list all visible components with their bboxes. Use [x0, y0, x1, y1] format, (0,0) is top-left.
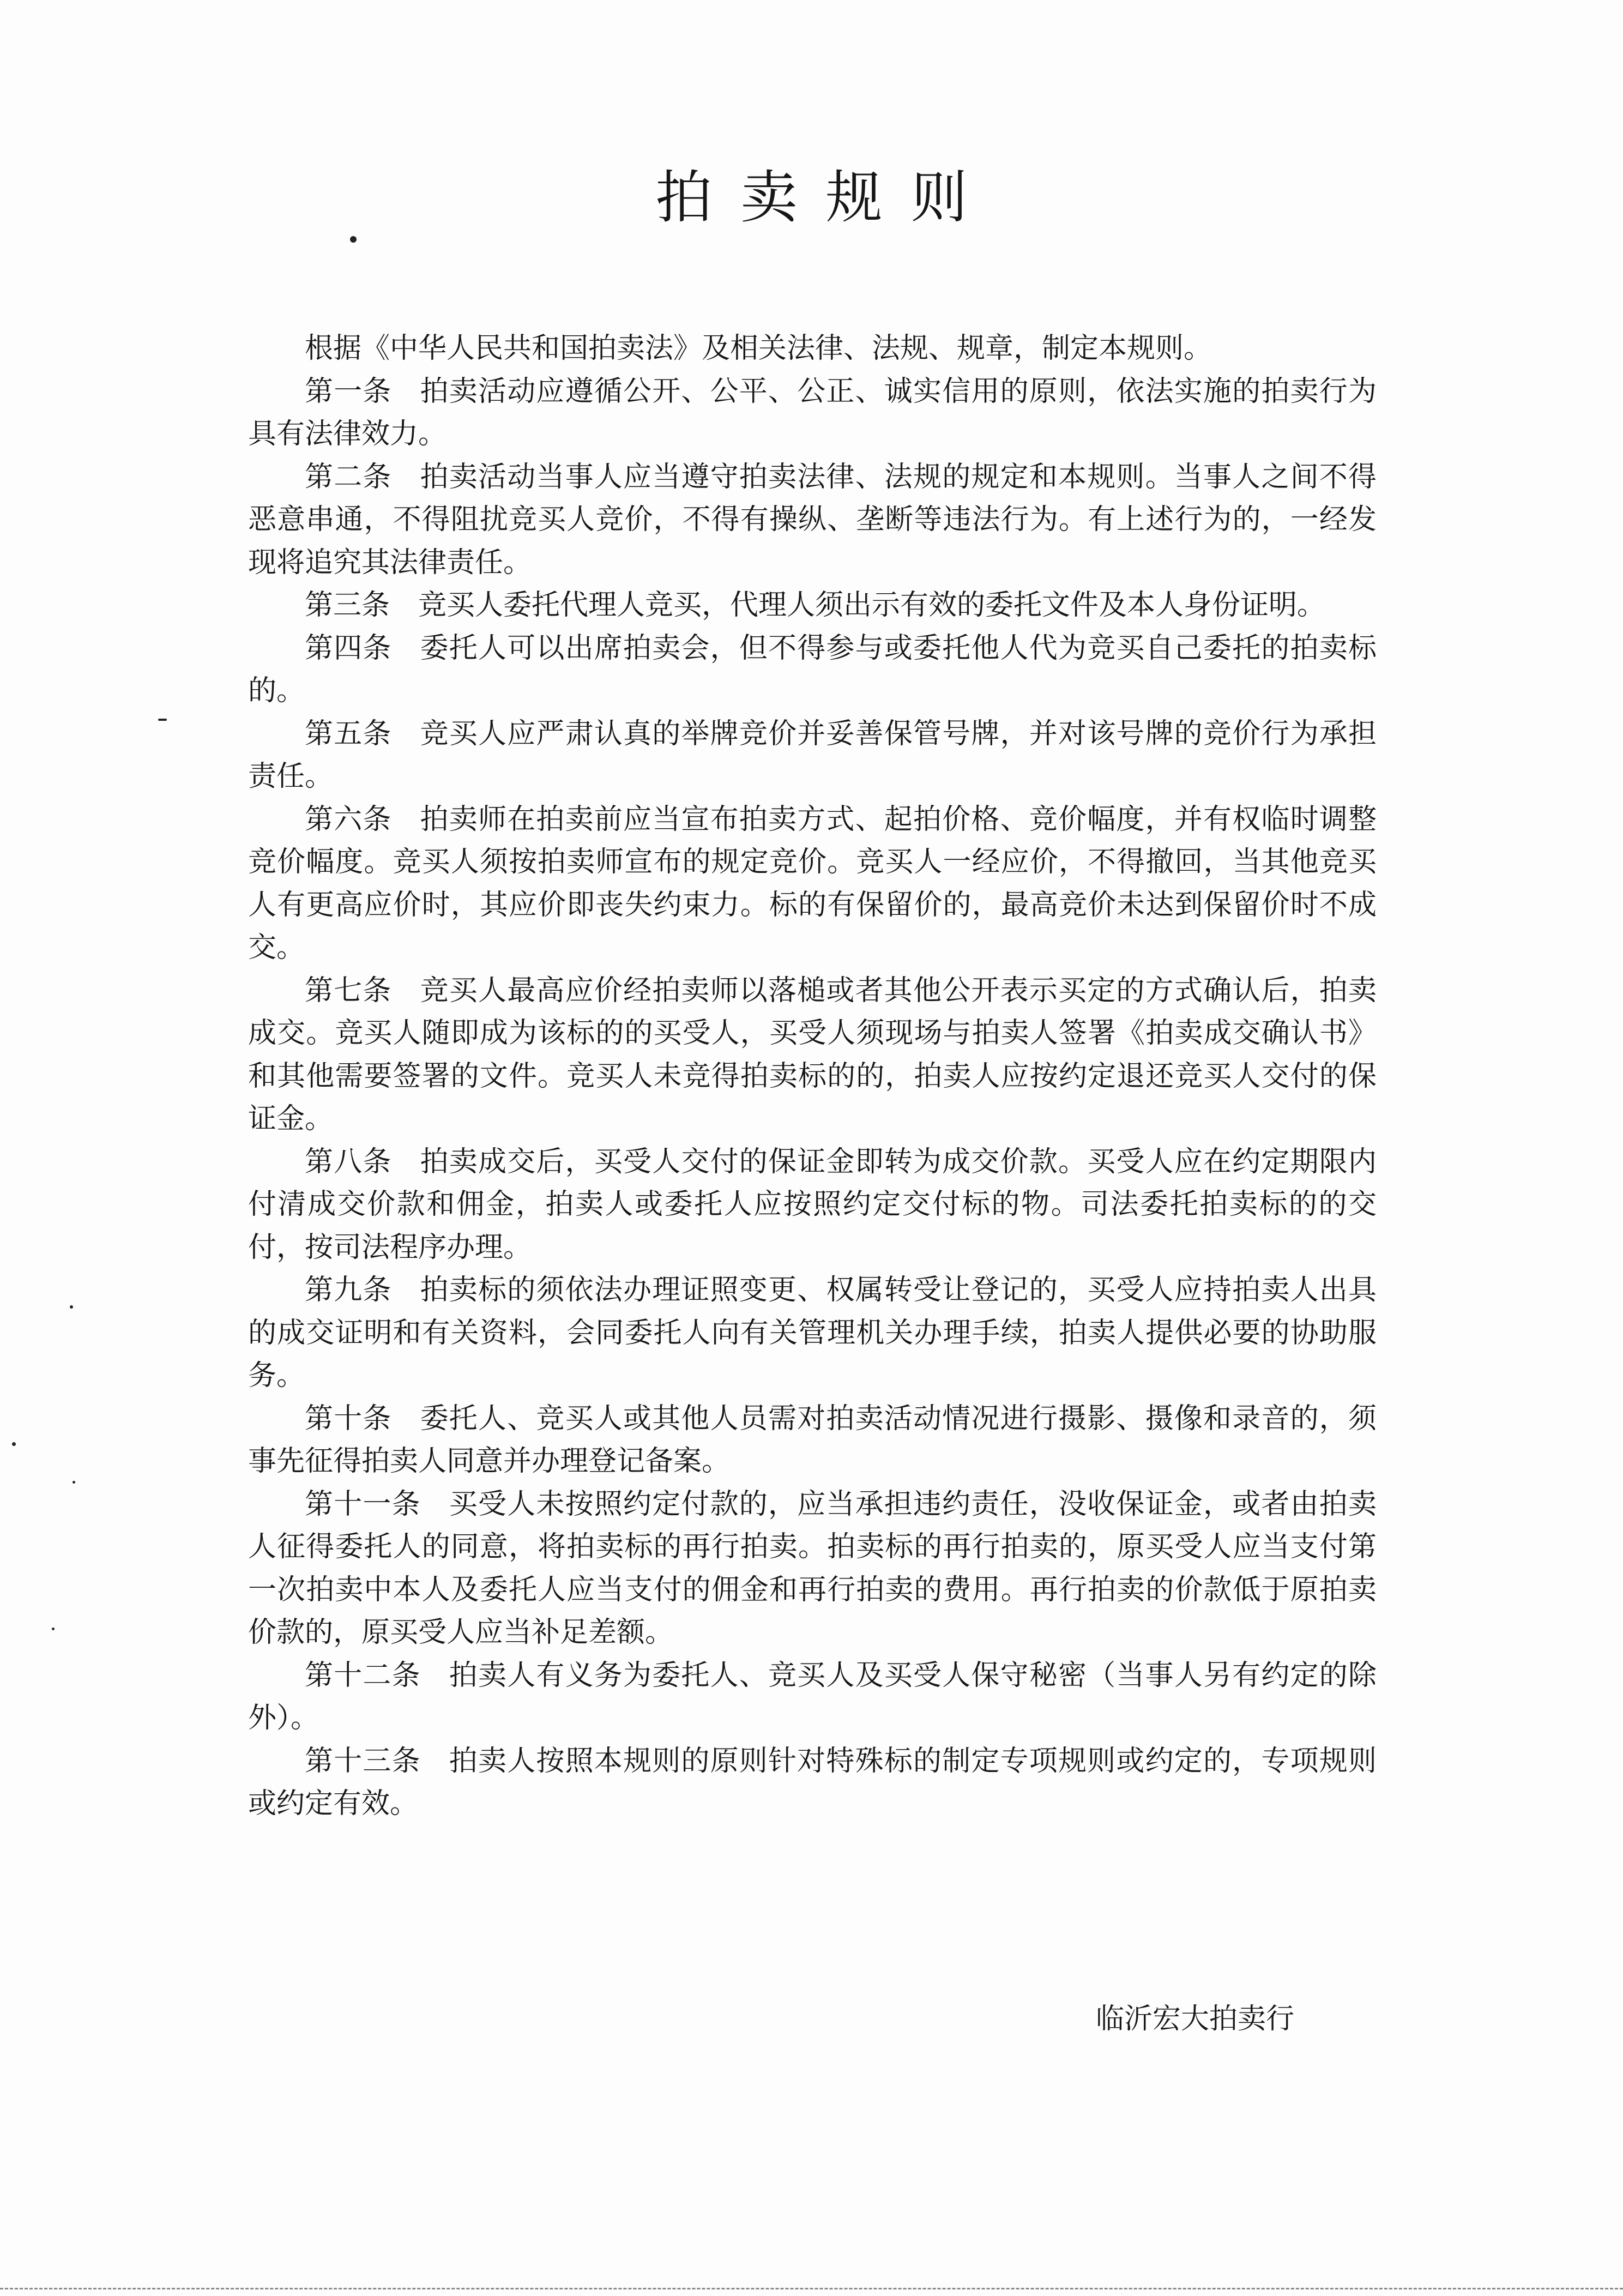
article-text: 拍卖活动当事人应当遵守拍卖法律、法规的规定和本规则。当事人之间不得恶意串通，不得阻扰竞买人竞价，不得有操纵、垄断等违法行为。有上述行为的，一经发现将追究其法律责任。 — [248, 460, 1377, 579]
article-8 — [248, 1141, 1377, 1269]
article-text: 委托人可以出席拍卖会，但不得参与或委托他人代为竞买自己委托的拍卖标的。 — [248, 631, 1377, 707]
article-5 — [248, 713, 1377, 798]
article-3 — [248, 584, 1377, 627]
issuer-signature: 临沂宏大拍卖行 — [1096, 2003, 1295, 2035]
article-13 — [248, 1740, 1377, 1825]
article-label: 第四条 — [305, 631, 392, 665]
article-label: 第七条 — [305, 974, 392, 1007]
article-label: 第十一条 — [305, 1487, 421, 1521]
article-text: 竞买人应严肃认真的举牌竞价并妥善保管号牌，并对该号牌的竞价行为承担责任。 — [248, 717, 1377, 793]
article-text: 拍卖标的须依法办理证照变更、权属转受让登记的，买受人应持拍卖人出具的成交证明和有关资料，会同委托人向有关管理机关办理手续，拍卖人提供必要的协助服务。 — [248, 1274, 1377, 1392]
scan-speck — [350, 236, 357, 243]
article-label: 第九条 — [305, 1274, 392, 1306]
article-text: 买受人未按照约定付款的，应当承担违约责任，没收保证金，或者由拍卖人征得委托人的同意，将拍卖标的再行拍卖。拍卖标的再行拍卖的，原买受人应当支付第一次拍卖中本人及委托人应当支付的佣金和再行拍卖的费用。再行拍卖的价款低于原拍卖价款的，原买受人应当补足差额。 — [248, 1487, 1377, 1649]
article-label: 第十条 — [305, 1402, 392, 1435]
article-text: 拍卖人按照本规则的原则针对特殊标的制定专项规则或约定的，专项规则或约定有效。 — [248, 1744, 1377, 1820]
article-9 — [248, 1269, 1377, 1397]
article-10 — [248, 1397, 1377, 1483]
document-title: 拍卖规则 — [655, 164, 996, 231]
article-text: 拍卖活动应遵循公开、公平、公正、诚实信用的原则，依法实施的拍卖行为具有法律效力。 — [248, 375, 1377, 450]
document-body — [248, 327, 1377, 1825]
article-label: 第六条 — [305, 803, 392, 836]
article-11 — [248, 1483, 1377, 1654]
article-text: 拍卖成交后，买受人交付的保证金即转为成交价款。买受人应在约定期限内付清成交价款和佣金，拍卖人或委托人应按照约定交付标的物。司法委托拍卖标的的交付，按司法程序办理。 — [248, 1145, 1377, 1264]
scan-speck — [12, 1442, 16, 1446]
article-label: 第一条 — [305, 375, 392, 408]
scan-speck — [158, 719, 167, 721]
article-text: 拍卖师在拍卖前应当宣布拍卖方式、起拍价格、竞价幅度，并有权临时调整竞价幅度。竞买人须按拍卖师宣布的规定竞价。竞买人一经应价，不得撤回，当其他竞买人有更高应价时，其应价即丧失约束力。标的有保留价的，最高竞价未达到保留价时不成交。 — [248, 803, 1377, 964]
article-label: 第五条 — [305, 717, 392, 750]
article-7 — [248, 969, 1377, 1141]
scan-speck — [52, 1628, 55, 1630]
scan-speck — [73, 1481, 75, 1484]
article-label: 第八条 — [305, 1145, 392, 1178]
article-text: 竞买人最高应价经拍卖师以落槌或者其他公开表示买定的方式确认后，拍卖成交。竞买人随即成为该标的的买受人，买受人须现场与拍卖人签署《拍卖成交确认书》和其他需要签署的文件。竞买人未竞得拍卖标的的，拍卖人应按约定退还竞买人交付的保证金。 — [248, 974, 1377, 1135]
article-text: 拍卖人有义务为委托人、竞买人及买受人保守秘密（当事人另有约定的除外）。 — [248, 1659, 1377, 1734]
article-text: 委托人、竞买人或其他人员需对拍卖活动情况进行摄影、摄像和录音的，须事先征得拍卖人同意并办理登记备案。 — [248, 1402, 1377, 1478]
scan-speck — [70, 1305, 73, 1309]
article-label: 第十二条 — [305, 1659, 421, 1692]
article-12 — [248, 1654, 1377, 1740]
article-text: 竞买人委托代理人竞买，代理人须出示有效的委托文件及本人身份证明。 — [418, 589, 1326, 622]
article-6 — [248, 798, 1377, 969]
article-4 — [248, 627, 1377, 713]
scan-edge-line — [0, 2288, 1623, 2289]
article-label: 第十三条 — [305, 1744, 421, 1777]
article-1 — [248, 370, 1377, 456]
article-label: 第二条 — [305, 460, 392, 493]
article-2 — [248, 456, 1377, 584]
preamble: 根据《中华人民共和国拍卖法》及相关法律、法规、规章，制定本规则。 — [305, 332, 1212, 365]
article-label: 第三条 — [305, 589, 390, 622]
